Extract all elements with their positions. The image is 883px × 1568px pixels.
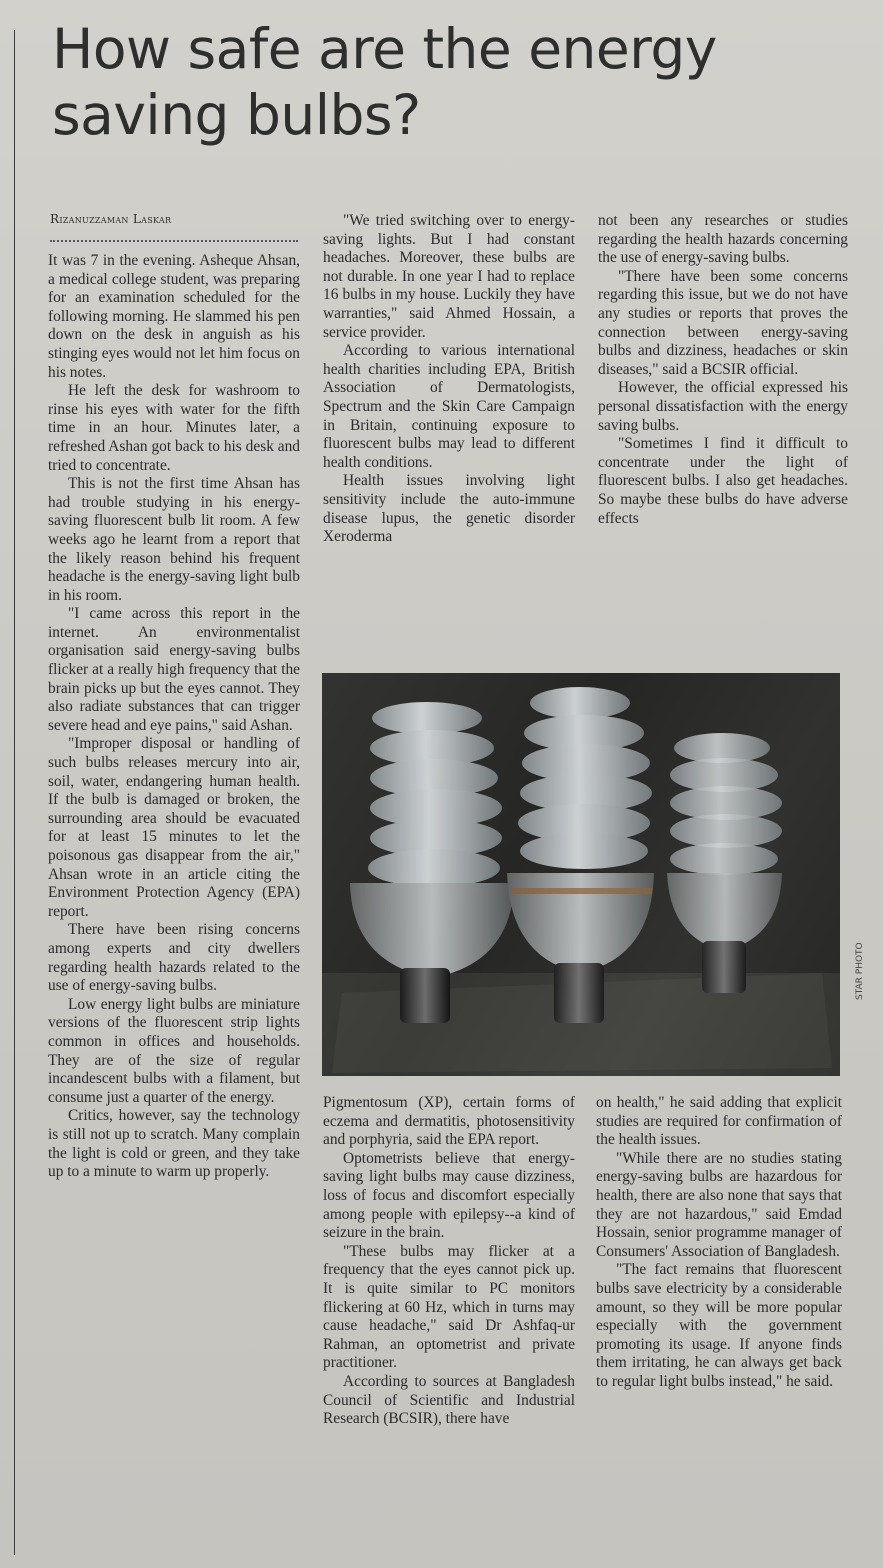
byline: Rizanuzzaman Laskar <box>50 212 172 226</box>
headline <box>52 16 872 148</box>
paragraph: "While there are no studies stating energy-saving bulbs are hazardous for health, there are also none that says that they are not hazardous," said Emdad Hossain, senior programme manager of Consumers' Association of Bangladesh. <box>596 1149 842 1260</box>
photo-credit: STAR PHOTO <box>855 942 865 1000</box>
paragraph: There have been rising concerns among experts and city dwellers regarding health hazards related to the use of energy-saving bulbs. <box>48 921 300 995</box>
headline-line-1: How safe are the energy <box>52 17 717 81</box>
paragraph: "There have been some concerns regarding this issue, but we do not have any studies or reports that proves the connection between energy-saving bulbs and dizziness, headaches or skin diseases," said a BCSIR official. <box>598 267 848 378</box>
column-rule <box>14 30 15 1555</box>
paragraph: It was 7 in the evening. Asheque Ahsan, a medical college student, was preparing for an examination scheduled for the following morning. He slammed his pen down on the desk in anguish as his stinging eyes would not let him focus on his notes. <box>48 252 300 381</box>
paragraph: "I came across this report in the internet. An environmentalist organisation said energy-saving bulbs flicker at a really high frequency that the brain picks up but the eyes cannot. They also radiate substances that can trigger severe head and eye pains," said Ashan. <box>48 605 300 734</box>
paragraph: not been any researches or studies regarding the health hazards concerning the use of energy-saving bulbs. <box>598 212 848 267</box>
paragraph: Optometrists believe that energy-saving light bulbs may cause dizziness, loss of focus and discomfort especially among people with epilepsy--a kind of seizure in the brain. <box>323 1149 575 1242</box>
paragraph: Health issues involving light sensitivity include the auto-immune disease lupus, the genetic disorder Xeroderma <box>323 472 575 546</box>
paragraph: However, the official expressed his personal dissatisfaction with the energy saving bulbs. <box>598 379 848 434</box>
paragraph: He left the desk for washroom to rinse his eyes with water for the fifth time in an hour. Minutes later, a refreshed Ashan got back to his desk and tried to concentrate. <box>48 382 300 474</box>
photo-glare <box>322 673 840 1076</box>
paragraph: "These bulbs may flicker at a frequency that the eyes cannot pick up. It is quite similar to PC monitors flickering at 60 Hz, which in turns may cause headache," said Dr Ashfaq-ur Rahman, an optometrist and private practitioner. <box>323 1242 575 1372</box>
paragraph: "The fact remains that fluorescent bulbs save electricity by a considerable amount, so they will be more popular especially with the government promoting its usage. If anyone finds them irritating, he can always get back to regular light bulbs instead," he said. <box>596 1261 842 1390</box>
paragraph: This is not the first time Ahsan has had trouble studying in his energy-saving fluorescent bulb lit room. A few weeks ago he learnt from a report that the likely reason behind his frequent headache is the energy-saving light bulb in his room. <box>48 475 300 604</box>
paragraph: According to various international health charities including EPA, British Association of Dermatologists, Spectrum and the Skin Care Campaign in Britain, continuing exposure to fluorescent bulbs may lead to different health conditions. <box>323 342 575 471</box>
column-3-top <box>598 212 848 528</box>
byline-divider <box>50 240 298 242</box>
paragraph: Pigmentosum (XP), certain forms of eczema and dermatitis, photosensitivity and porphyria, said the EPA report. <box>323 1094 575 1149</box>
paragraph: Critics, however, say the technology is still not up to scratch. Many complain the light is cold or green, and they take up to a minute to warm up properly. <box>48 1107 300 1181</box>
paragraph: Low energy light bulbs are miniature versions of the fluorescent strip lights common in offices and households. They are of the size of regular incandescent bulbs with a filament, but consume just a quarter of the energy. <box>48 995 300 1106</box>
column-1 <box>48 252 300 1182</box>
column-2-bottom <box>323 1094 575 1429</box>
paragraph: "We tried switching over to energy-saving lights. But I had constant headaches. Moreover, these bulbs are not durable. In one year I had to replace 16 bulbs in my house. Luckily they have warranties," said Ahmed Hossain, a service provider. <box>323 212 575 341</box>
column-2-top <box>323 212 575 547</box>
paragraph: According to sources at Bangladesh Council of Scientific and Industrial Research (BCSIR), there have <box>323 1372 575 1428</box>
paragraph: "Improper disposal or handling of such bulbs releases mercury into air, soil, water, endangering human health. If the bulb is damaged or broken, the surrounding area should be evacuated for at least 15 minutes to let the poisonous gas disappear from the air," Ahsan wrote in an article citing the Environment Protection Agency (EPA) report. <box>48 735 300 920</box>
paragraph: on health," he said adding that explicit studies are required for confirmation of the health issues. <box>596 1094 842 1149</box>
column-3-bottom <box>596 1094 842 1392</box>
headline-line-2: saving bulbs? <box>52 83 421 147</box>
bulbs-photo <box>322 673 840 1076</box>
paragraph: "Sometimes I find it difficult to concentrate under the light of fluorescent bulbs. I also get headaches. So maybe these bulbs do have adverse effects <box>598 435 848 527</box>
